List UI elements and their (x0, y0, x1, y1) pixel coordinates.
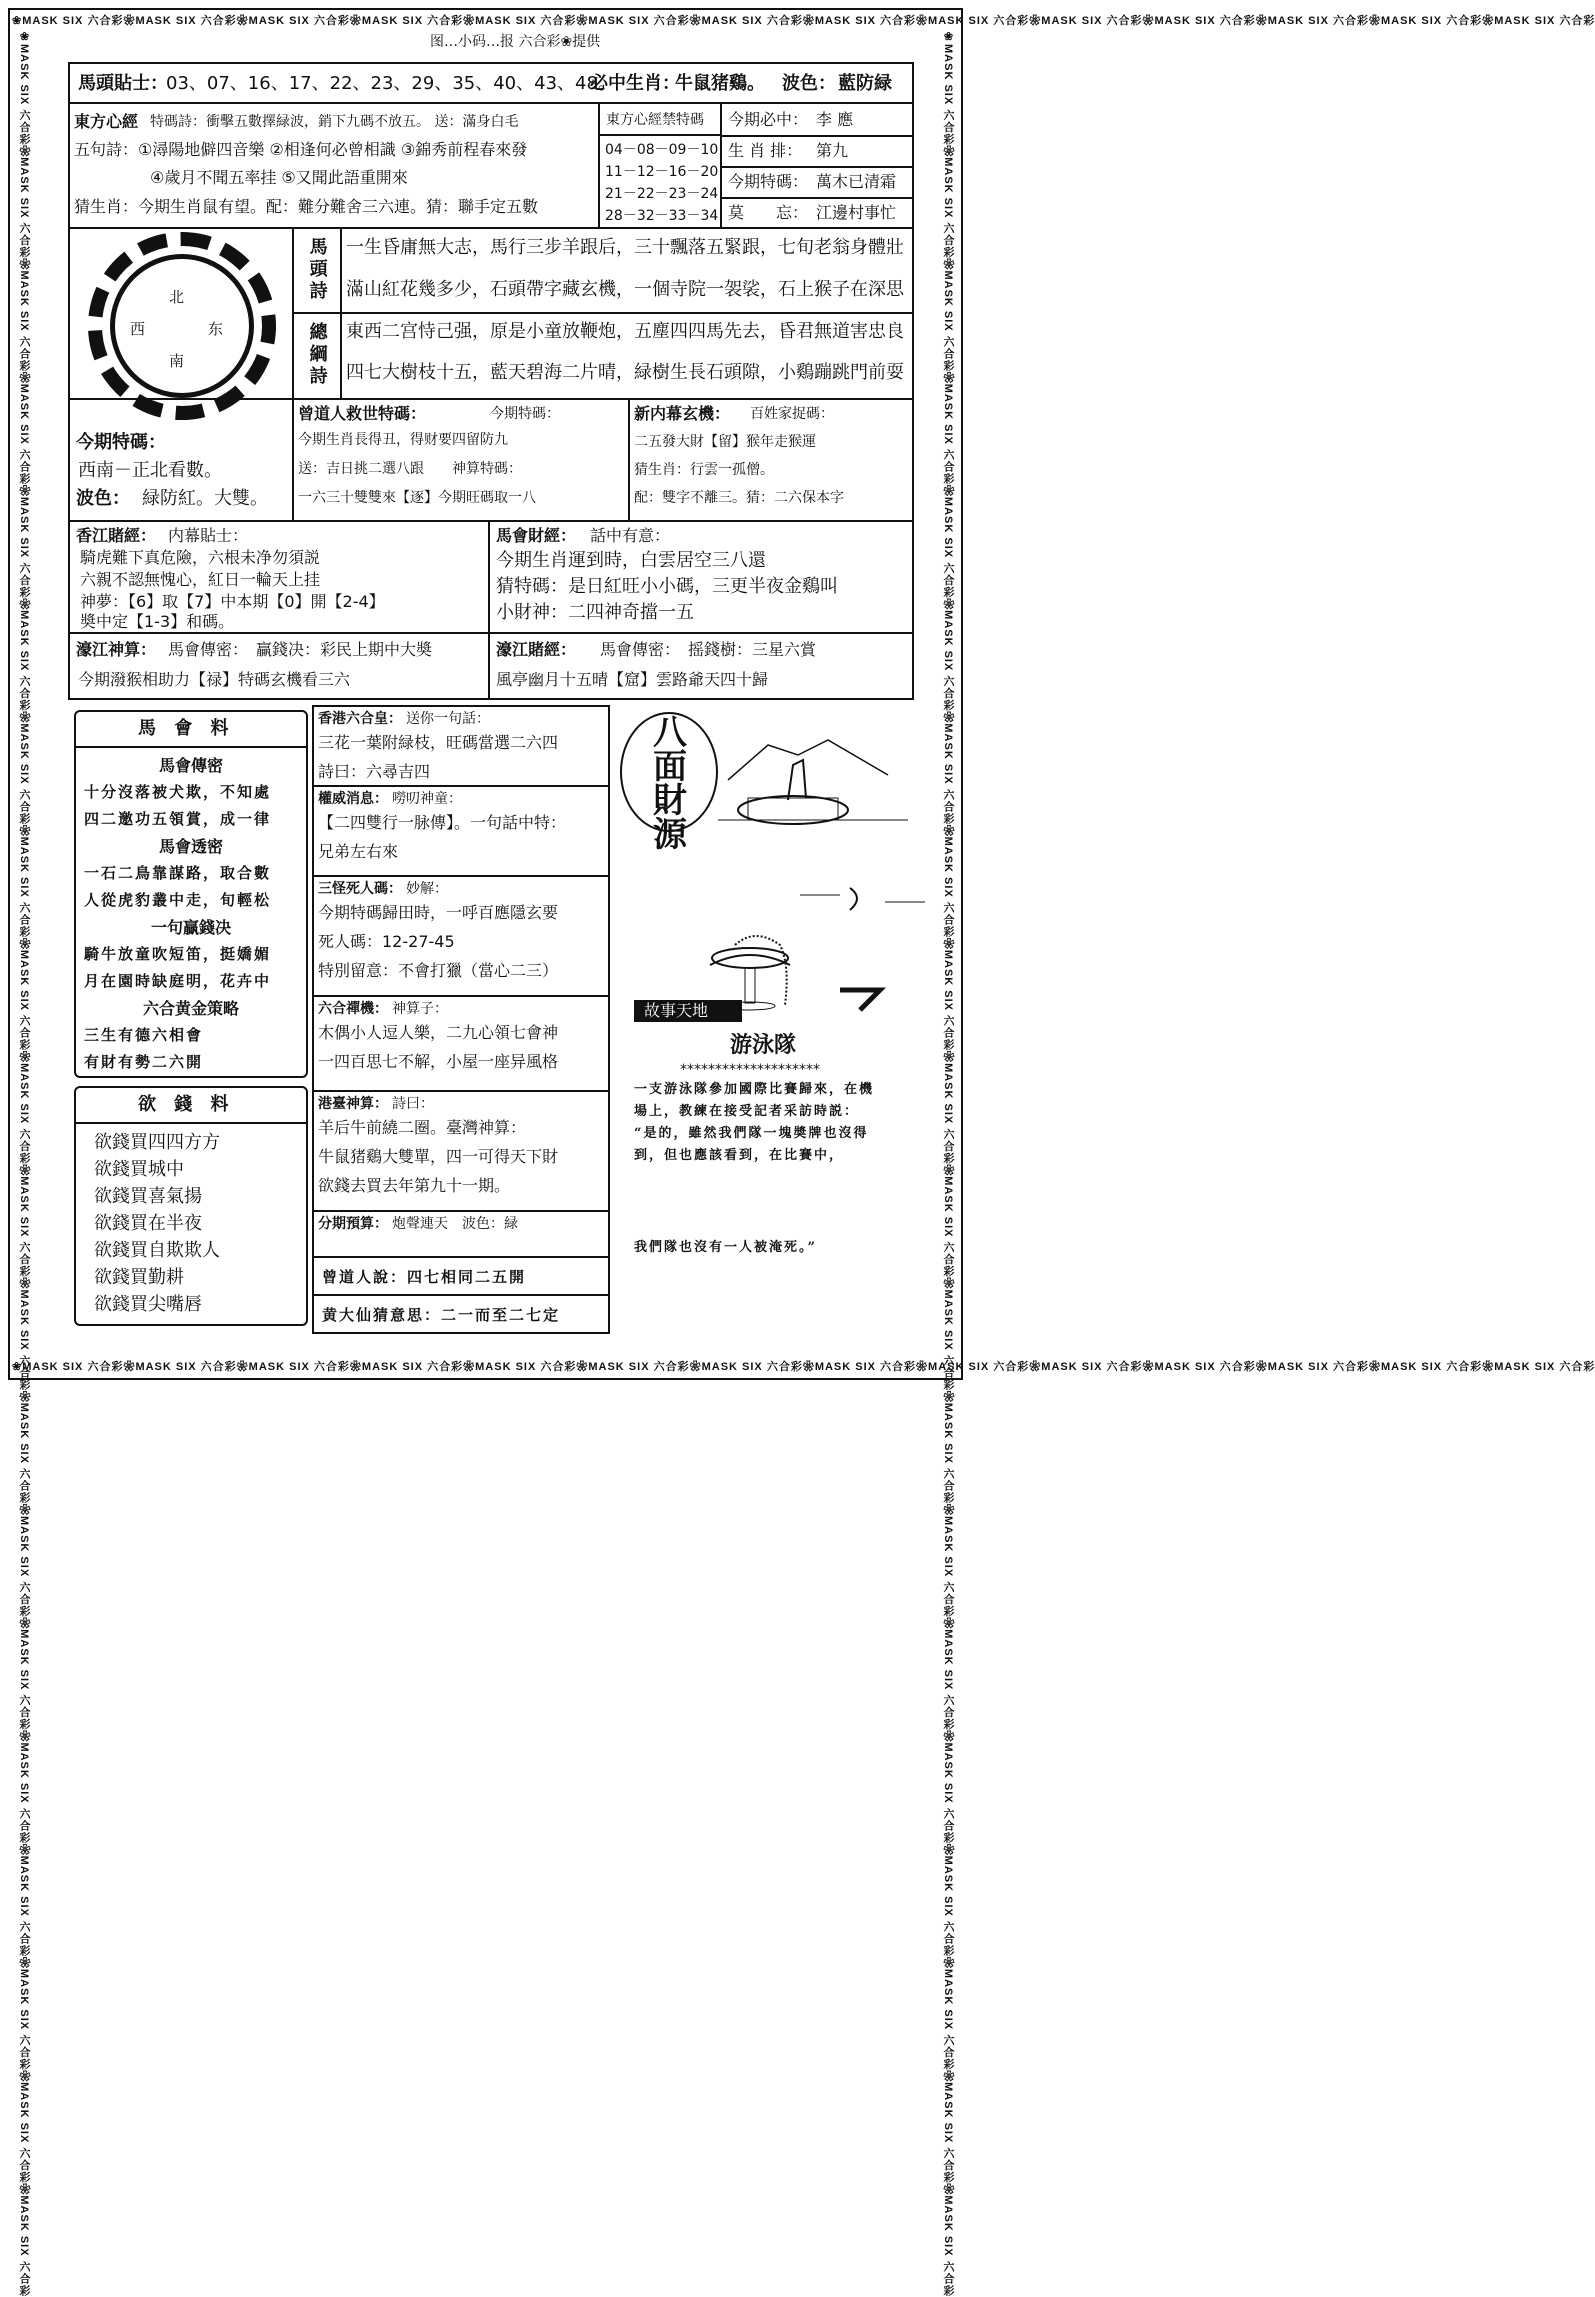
mahuiliao-heading: 六合黄金策略 (142, 999, 239, 1018)
haojiang-right-sub: 馬會傳密： 摇錢樹：三星六賞 (600, 640, 817, 659)
jinqi-line: 西南－正北看數。 (78, 460, 222, 481)
compass-south: 南 (169, 352, 185, 370)
wave-label: 波色： (782, 73, 836, 94)
info-value: 江邊村事忙 (816, 203, 897, 222)
mid-line: 兄弟左右來 (318, 842, 399, 861)
zengdao-sub: 今期特碼： (490, 406, 560, 422)
mahuiliao-heading: 馬會傳密 (158, 756, 223, 775)
divider (76, 746, 306, 748)
ban-table (598, 102, 722, 229)
frog-illustration (640, 870, 920, 1010)
ban-row: 04－08－09－10 (605, 142, 719, 158)
tips-numbers: 03、07、16、17、22、23、29、35、40、43、48。 (166, 73, 616, 94)
mahui-cai-title: 馬會財經： (496, 526, 577, 545)
yuqianliao-line: 欲錢買四四方方 (94, 1132, 220, 1153)
story-stars: ******************** (680, 1062, 820, 1078)
yuqianliao-line: 欲錢買尖嘴唇 (94, 1294, 202, 1315)
right-info (720, 102, 914, 229)
yuqianliao-line: 欲錢買喜氣揚 (94, 1186, 202, 1207)
dongfang-line: 猜生肖：今期生肖鼠有望。配：難分難舍三六連。猜：聯手定五數 (74, 197, 539, 216)
dongfang-title: 東方心經 (74, 112, 139, 131)
xiangjiang-line: 騎虎難下真危險，六根未净勿須説 (80, 548, 321, 567)
matou-line: 一生昏庸無大志，馬行三步羊跟后，三十飄落五緊跟，七旬老翁身體壯 (346, 237, 904, 258)
border-top: ❀MASK SIX 六合彩❀MASK SIX 六合彩❀MASK SIX 六合彩❀MASK SIX 六合彩❀MASK SIX 六合彩❀MASK SIX 六合彩❀MASK SIX 六合彩❀MASK SIX 六合彩❀MASK SIX 六合彩❀MASK SIX 六合彩❀MASK SIX 六合彩❀MASK SIX 六合彩❀MASK SIX 六合彩❀MASK SIX 六合彩 (12, 15, 1595, 27)
yuqianliao-box (74, 1086, 308, 1326)
zonggang-line: 東西二宫恃己强，原是小童放鞭炮，五塵四四馬先去，昏君無道害忠良 (346, 321, 904, 342)
xiangjiang-sub: 内幕貼士： (168, 526, 249, 545)
info-value: 李 應 (816, 110, 854, 129)
zodiac-value: 牛鼠猪鷄。 (675, 73, 765, 94)
zengdao-line: 今期生肖長得丑，得财要四留防九 (298, 432, 508, 448)
dongfang-box (68, 102, 600, 229)
mahuiliao-line: 月在園時缺庭明，花卉中 (84, 972, 272, 990)
story-title: 游泳隊 (730, 1032, 797, 1058)
mid-line: 今期特碼歸田時，一呼百應隱玄要 (318, 903, 559, 922)
mahuiliao-line: 騎牛放童吹短笛，挺嬌媚 (84, 945, 272, 963)
story-line: 一支游泳隊參加國際比賽歸來，在機 (634, 1082, 875, 1097)
divider (722, 166, 912, 168)
mid-sub: 送你一句話： (406, 711, 490, 727)
haojiang-right-title: 濠江賭經： (496, 640, 577, 659)
mid-title: 權威消息： (318, 791, 388, 807)
info-label: 今期必中： (728, 110, 809, 129)
mid-line: 木偶小人逗人樂，二九心領七會神 (318, 1023, 559, 1042)
mid-sub: 神算子： (392, 1001, 448, 1017)
info-value: 萬木已清霜 (816, 172, 897, 191)
jinqi-wave-label: 波色： (76, 488, 130, 509)
story-line: 到，但也應該看到，在比賽中， (634, 1148, 845, 1163)
bamian-title: 八面財源 (653, 713, 687, 855)
compass-north: 北 (169, 288, 185, 306)
mahui-cai-sub: 話中有意： (590, 526, 671, 545)
story-banner (634, 1000, 742, 1022)
mid-line: 羊后牛前繞二圈。臺灣神算： (318, 1118, 527, 1137)
well-illustration (718, 720, 918, 830)
xiangjiang-line: 奬中定【1-3】和碼。 (80, 612, 235, 631)
mid-line: 牛鼠猪鷄大雙單，四一可得天下財 (318, 1147, 559, 1166)
info-label: 生 肖 排： (728, 141, 803, 160)
mid-line: 三花一葉附緑枝，旺碼當選二六四 (318, 733, 559, 752)
mahuiliao-title: 馬 會 料 (138, 718, 235, 739)
mid-section (312, 785, 610, 877)
divider (722, 197, 912, 199)
yuqianliao-line: 欲錢買勤耕 (94, 1267, 184, 1288)
jinqi-wave: 緑防紅。大雙。 (142, 488, 268, 509)
haojiang-left-title: 濠江神算： (76, 640, 157, 659)
jinqi-title: 今期特碼： (76, 432, 166, 453)
dongfang-line: 特碼詩：衝擊五數擇緑波，銷下九碼不放五。 送：滿身白毛 (150, 114, 519, 130)
neimu-line: 二五發大財【留】猴年走猴運 (634, 434, 816, 450)
mid-section (312, 995, 610, 1092)
ban-row: 28－32－33－34 (605, 208, 719, 224)
huangdaxian-box (312, 1294, 610, 1334)
mid-section (312, 1210, 610, 1258)
ban-row: 11－12－16－20 (605, 164, 719, 180)
mahuiliao-line: 有財有勢二六開 (84, 1053, 204, 1071)
divider (76, 1122, 306, 1124)
tips-bar (68, 62, 914, 104)
mahuiliao-line: 一石二鳥靠謀路，取合數 (84, 864, 272, 882)
mahuiliao-line: 三生有德六相會 (84, 1026, 204, 1044)
mid-line: 特別留意：不會打獵（當心二三） (318, 961, 559, 980)
huangdaxian: 黄大仙猜意思：二一而至二七定 (322, 1306, 561, 1324)
ban-title: 東方心經禁特碼 (606, 112, 704, 128)
mahuiliao-line: 十分沒落被犬欺，不知處 (84, 783, 272, 801)
xiangjiang-title: 香江賭經： (76, 526, 157, 545)
mahui-cai-line: 今期生肖運到時，白雲居空三八還 (496, 550, 766, 571)
story-line: 我們隊也沒有一人被淹死。” (634, 1240, 817, 1255)
yuqianliao-line: 欲錢買城中 (94, 1159, 184, 1180)
mid-sub: 妙解： (406, 881, 448, 897)
mid-line: 詩曰：六尋吉四 (318, 762, 431, 781)
compass-east: 东 (208, 320, 224, 338)
yuqianliao-line: 欲錢買自欺欺人 (94, 1240, 220, 1261)
zonggang-line: 四七大樹枝十五，藍天碧海二片晴，緑樹生長石頭隙，小鷄蹦跳門前耍 (346, 362, 904, 383)
mahuiliao-line: 人從虎豹叢中走，旬輕松 (84, 891, 272, 909)
mid-sub: 詩曰： (392, 1096, 434, 1112)
mid-section (312, 1090, 610, 1212)
mahuiliao-box (74, 710, 308, 1078)
neimu-line: 猜生肖：行雲一孤僧。 (634, 462, 774, 478)
compass-west: 西 (130, 320, 146, 338)
yuqianliao-line: 欲錢買在半夜 (94, 1213, 202, 1234)
zengdao-line: 送：吉日挑二選八跟 神算特碼： (298, 461, 522, 477)
mid-line: 【二四雙行一脉傳】。一句話中特： (318, 813, 567, 832)
matou-line: 滿山紅花幾多少，石頭帶字藏玄機，一個寺院一袈裟，石上猴子在深思 (346, 279, 904, 300)
mahui-cai-line: 小財神：二四神奇擋一五 (496, 602, 694, 623)
ban-row: 21－22－23－24 (605, 186, 719, 202)
mid-line: 一四百思七不解，小屋一座异風格 (318, 1052, 559, 1071)
border-right: ❀MASK SIX 六合彩❀MASK SIX 六合彩❀MASK SIX 六合彩❀MASK SIX 六合彩❀MASK SIX 六合彩❀MASK SIX 六合彩❀MASK SIX 六合彩❀MASK SIX 六合彩❀MASK SIX 六合彩❀MASK SIX 六合彩❀MASK SIX 六合彩❀MASK SIX 六合彩❀MASK SIX 六合彩❀MASK SIX 六合彩❀MASK SIX 六合彩❀MASK SIX 六合彩❀MASK SIX 六合彩❀MASK SIX 六合彩❀MASK SIX 六合彩❀MASK SIX 六合彩 (942, 30, 954, 2297)
divider (722, 135, 912, 137)
info-value: 第九 (816, 141, 849, 160)
mid-line: 死人碼：12-27-45 (318, 932, 455, 951)
zengdao-say-box (312, 1256, 610, 1296)
dongfang-line: 五句詩：①潯陽地僻四音樂 ②相逢何必曾相識 ③錦秀前程春來發 (74, 140, 528, 159)
zodiac-label: 必中生肖： (590, 73, 680, 94)
matou-label-cell (292, 227, 342, 314)
mid-title: 分期預算： (318, 1216, 388, 1232)
dongfang-line: ④歲月不聞五率挂 ⑤又聞此語重開來 (150, 168, 408, 187)
matou-label: 馬頭詩 (306, 237, 328, 303)
neimu-sub: 百姓家捉碼： (750, 406, 834, 422)
mid-line: 欲錢去買去年第九十一期。 (318, 1176, 511, 1195)
tips-label: 馬頭貼士： (78, 73, 168, 94)
zengdao-title: 曾道人救世特碼： (298, 404, 427, 423)
mid-title: 三怪死人碼： (318, 881, 402, 897)
wave-value: 藍防緑 (838, 73, 892, 94)
credit-line: 图…小码…报 六合彩❀提供 (430, 34, 601, 50)
neimu-line: 配：雙字不離三。猜：二六保本字 (634, 490, 844, 506)
story-line: “是的，雖然我們隊一塊奬牌也沒得 (634, 1126, 869, 1141)
border-left: ❀MASK SIX 六合彩❀MASK SIX 六合彩❀MASK SIX 六合彩❀MASK SIX 六合彩❀MASK SIX 六合彩❀MASK SIX 六合彩❀MASK SIX 六合彩❀MASK SIX 六合彩❀MASK SIX 六合彩❀MASK SIX 六合彩❀MASK SIX 六合彩❀MASK SIX 六合彩❀MASK SIX 六合彩❀MASK SIX 六合彩❀MASK SIX 六合彩❀MASK SIX 六合彩❀MASK SIX 六合彩❀MASK SIX 六合彩❀MASK SIX 六合彩❀MASK SIX 六合彩 (18, 30, 30, 2297)
mid-title: 香港六合皇： (318, 711, 402, 727)
story-banner-text: 故事天地 (644, 1001, 709, 1020)
xiangjiang-line: 六親不認無愧心，紅日一輪天上挂 (80, 570, 321, 589)
mid-section (312, 705, 610, 787)
zonggang-label-cell (292, 312, 342, 400)
zengdao-line: 一六三十雙雙來【逐】今期旺碼取一八 (298, 490, 536, 506)
mid-sub: 嘮叨神童： (392, 791, 462, 807)
neimu-title: 新内幕玄機： (634, 404, 731, 423)
info-label: 莫 忘： (728, 203, 809, 222)
mahuiliao-heading: 一句贏錢决 (150, 918, 231, 937)
mahui-cai-line: 猜特碼：是日紅旺小小碼，三更半夜金鷄叫 (496, 576, 838, 597)
mid-title: 六合禪機： (318, 1001, 388, 1017)
zengdao-say: 曾道人說：四七相同二五開 (322, 1268, 527, 1286)
zonggang-label: 總綱詩 (306, 322, 328, 388)
haojiang-left-line: 今期潑猴相助力【禄】特碼玄機看三六 (78, 670, 351, 689)
mid-title: 港臺神算： (318, 1096, 388, 1112)
haojiang-left-sub: 馬會傳密： 贏錢决：彩民上期中大奬 (168, 640, 433, 659)
mahuiliao-line: 四二邀功五領賞，成一律 (84, 810, 272, 828)
haojiang-right-line: 風亭幽月十五晴【窟】雲路爺天四十歸 (496, 670, 769, 689)
info-label: 今期特碼： (728, 172, 809, 191)
yuqianliao-title: 欲 錢 料 (138, 1094, 235, 1115)
story-line: 場上，教練在接受記者采訪時説： (634, 1104, 860, 1119)
mahuiliao-heading: 馬會透密 (158, 837, 223, 856)
xiangjiang-line: 神夢：【6】取【7】中本期【0】開【2-4】 (80, 592, 385, 611)
border-bottom: ❀MASK SIX 六合彩❀MASK SIX 六合彩❀MASK SIX 六合彩❀MASK SIX 六合彩❀MASK SIX 六合彩❀MASK SIX 六合彩❀MASK SIX 六合彩❀MASK SIX 六合彩❀MASK SIX 六合彩❀MASK SIX 六合彩❀MASK SIX 六合彩❀MASK SIX 六合彩❀MASK SIX 六合彩❀MASK SIX 六合彩 (12, 1361, 1595, 1373)
mid-sub: 炮聲連天 波色：緑 (392, 1216, 518, 1232)
mid-section (312, 875, 610, 997)
